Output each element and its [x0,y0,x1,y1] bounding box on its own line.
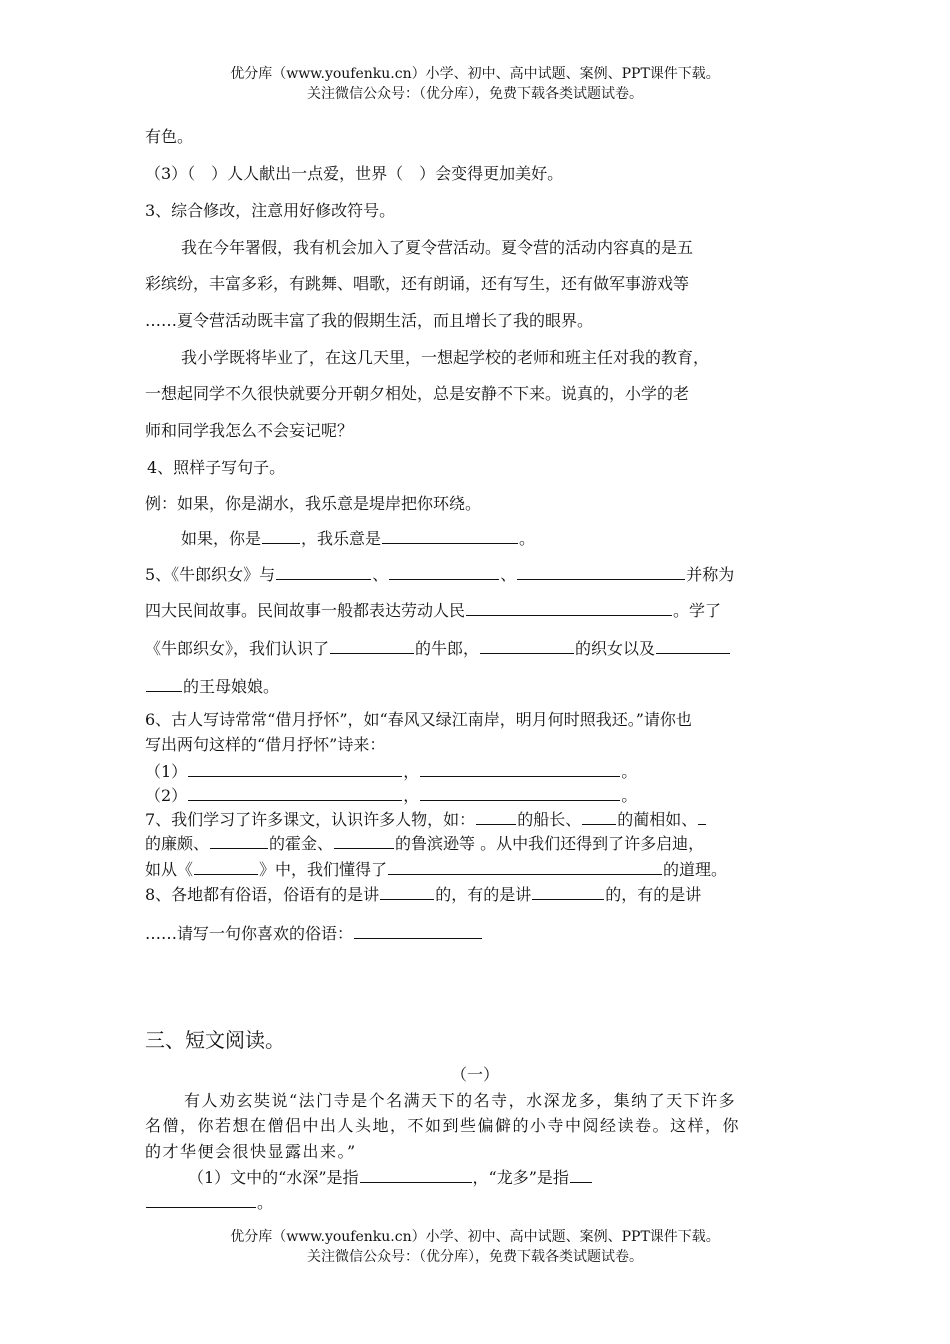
section-heading: 三、短文阅读。 [145,1028,285,1052]
question-6-line: 6、古人写诗常常“借月抒怀”，如“春风又绿江南岸，明月何时照我还。”请你也 [145,710,692,729]
text: ， [403,762,420,781]
text: 并称为 [686,565,735,584]
answer-blank[interactable] [698,808,706,825]
answer-blank[interactable] [480,637,574,654]
answer-blank[interactable] [380,883,434,900]
fill-in-line [145,921,810,944]
text: （2） [145,786,188,805]
text: 7、我们学习了许多课文，认识许多人物，如： [145,810,476,829]
answer-blank[interactable] [330,637,414,654]
text: 的蔺相如、 [617,810,698,829]
fill-in-line [145,807,810,830]
fill-in-line [145,857,810,880]
text: 。 [621,786,638,805]
text: 8、各地都有俗语，俗语有的是讲 [145,885,380,904]
fill-in-line [145,882,810,905]
answer-blank[interactable] [532,883,604,900]
footer-line-1: 优分库（www.youfenku.cn）小学、初中、高中试题、案例、PPT课件下载。 [230,1229,720,1245]
answer-blank[interactable] [354,922,482,939]
example-sentence: 例：如果，你是湖水，我乐意是堤岸把你环绕。 [145,494,482,513]
fill-in-line [145,636,810,659]
answer-blank[interactable] [188,784,402,801]
fill-in-line [145,783,810,806]
text: 如从《 [145,860,194,879]
answer-blank[interactable] [388,858,662,875]
answer-blank[interactable] [146,1191,256,1208]
answer-blank[interactable] [582,808,616,825]
fill-in-line [145,831,810,854]
fill-in-line [145,674,810,697]
answer-blank[interactable] [466,599,672,616]
reading-passage-line: 名僧，你若想在僧侣中出人头地，不如到些偏僻的小寺中阅经读卷。这样，你 [145,1116,741,1135]
text: 的道理。 [663,860,728,879]
fill-in-line [181,526,810,549]
text: 。 [257,1193,274,1212]
paragraph-line: ……夏令营活动既丰富了我的假期生活，而且增长了我的眼界。 [145,311,594,330]
text: 。 [519,529,536,548]
answer-blank[interactable] [210,832,268,849]
fill-in-line [145,1190,810,1213]
answer-blank[interactable] [262,527,300,544]
text: 。 [621,762,638,781]
answer-blank[interactable] [570,1166,592,1183]
answer-blank[interactable] [334,832,394,849]
text-line: 有色。 [145,127,194,146]
text: ，我乐意是 [301,529,382,548]
text: ，“龙多”是指 [472,1168,569,1187]
answer-blank[interactable] [420,760,620,777]
header-line-1: 优分库（www.youfenku.cn）小学、初中、高中试题、案例、PPT课件下载。 [230,66,720,82]
text: 的王母娘娘。 [183,677,280,696]
answer-blank[interactable] [517,563,685,580]
footer-line-2: 关注微信公众号：（优分库），免费下载各类试题试卷。 [307,1249,643,1265]
paragraph-line: 我在今年署假，我有机会加入了夏令营活动。夏令营的活动内容真的是五 [181,238,694,257]
text: ， [403,786,420,805]
text: ……请写一句你喜欢的俗语： [145,924,354,943]
question-3-item: （3）（ ）人人献出一点爱，世界（ ）会变得更加美好。 [145,164,564,183]
answer-blank[interactable] [476,808,516,825]
text: 》中，我们懂得了 [259,860,388,879]
text: （1）文中的“水深”是指 [188,1168,359,1187]
answer-blank[interactable] [389,563,499,580]
answer-blank[interactable] [146,675,182,692]
answer-blank[interactable] [188,760,402,777]
text: 的廉颇、 [145,834,210,853]
fill-in-line [145,598,810,621]
text: 如果，你是 [181,529,262,548]
question-heading: 4、照样子写句子。 [147,458,286,477]
question-6-line: 写出两句这样的“借月抒怀”诗来： [145,735,386,754]
paragraph-line: 彩缤纷，丰富多彩，有跳舞、唱歌，还有朗诵，还有写生，还有做军事游戏等 [145,274,690,293]
text: （1） [145,762,188,781]
text: 的，有的是讲 [605,885,702,904]
text: 5、《牛郎织女》与 [145,565,276,584]
text: 、 [500,565,517,584]
text: 的织女以及 [575,639,656,658]
subsection-title: （一） [450,1065,499,1084]
fill-in-line [145,562,810,585]
header-line-2: 关注微信公众号：（优分库），免费下载各类试题试卷。 [307,86,643,102]
text: 、 [372,565,389,584]
fill-in-line [188,1165,810,1188]
text: 四大民间故事。民间故事一般都表达劳动人民 [145,601,466,620]
reading-passage-line: 的才华便会很快显露出来。” [145,1142,357,1161]
answer-blank[interactable] [382,527,518,544]
fill-in-line [145,759,810,782]
reading-passage-line: 有人劝玄奘说“法门寺是个名满天下的名寺，水深龙多，集纳了天下许多 [184,1091,737,1110]
answer-blank[interactable] [194,858,258,875]
answer-blank[interactable] [360,1166,472,1183]
paragraph-line: 我小学既将毕业了，在这几天里，一想起学校的老师和班主任对我的教育， [181,348,710,367]
text: 《牛郎织女》，我们认识了 [145,639,330,658]
question-heading: 3、综合修改，注意用好修改符号。 [145,201,396,220]
paragraph-line: 一想起同学不久很快就要分开朝夕相处，总是安静不下来。说真的，小学的老 [145,384,690,403]
text: 的，有的是讲 [435,885,532,904]
text: 的霍金、 [269,834,334,853]
paragraph-line: 师和同学我怎么不会妄记呢？ [145,421,354,440]
text: 。学了 [673,601,722,620]
answer-blank[interactable] [420,784,620,801]
text: 的鲁滨逊等 。从中我们还得到了许多启迪， [395,834,705,853]
text: 的牛郎， [415,639,480,658]
text: 的船长、 [517,810,582,829]
answer-blank[interactable] [276,563,371,580]
answer-blank[interactable] [656,637,730,654]
